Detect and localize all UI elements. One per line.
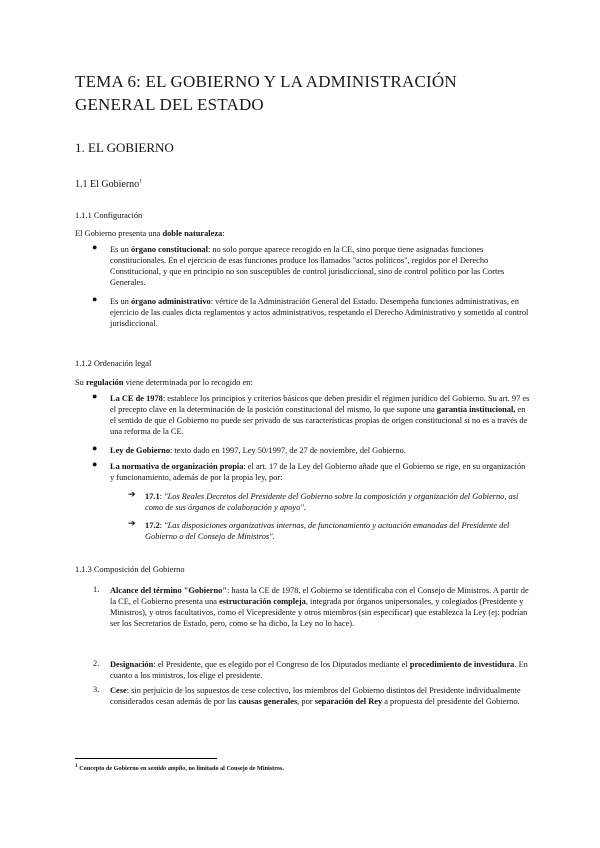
a1-italic: "Los Reales Decretos del Presidente del Gobierno sobre la composición y organización del Gobierno, así como de sus órganos de colaboración y apoyo". [145, 492, 519, 512]
a1-colon: : [159, 492, 165, 501]
a2-colon: : [159, 521, 165, 530]
n1-rest: , integrada por órganos unipersonales, y colegiados (Presidente y Ministros), y otros facultativos, como el Vicepresidente y otros miembros (sin especificar) que establezca la Ley (ej: podrían ser los Secretarios de Estado, pero, como se ha dicho, la Ley no lo hace). [110, 597, 528, 628]
footnote-rest: , no limitado al Consejo de Ministros. [185, 765, 284, 772]
articulo-17-1 [145, 491, 530, 513]
b2-rest: : vértice de la Administración General del Estado. Desempeña funciones administrativas, en ejercicio de las cuales dicta reglamentos y actos administrativos, respetando el Derecho Administrativo y sometido al control jurisdiccional. [110, 297, 529, 328]
b2-pre: Es un [110, 297, 131, 306]
footnote-separator [75, 758, 217, 759]
intro-rest: viene determinada por lo recogido en: [123, 378, 253, 387]
b3-rest: : el art. 17 de la Ley del Gobierno añade que el Gobierno se rige, en su organización y funcionamiento, además de por la propia ley, por: [110, 462, 526, 482]
intro-text: Su [75, 378, 86, 387]
ordenacion-bullet-1 [110, 393, 530, 437]
b1-pre: Es un [110, 245, 131, 254]
n3-rest: a propuesta del presidente del Gobierno. [382, 697, 520, 706]
intro-colon: : [222, 229, 225, 238]
n1-bold: Alcance del término "Gobierno" [110, 586, 227, 595]
configuracion-intro [75, 228, 225, 239]
b1-mid: : establece los principios y criterios básicos que deben presidir el régimen jurídico del Gobierno. Su art. 97 es el precepto clave en la determinación de la posición constitucional del mismo, lo que supone una [110, 394, 530, 414]
intro-bold: regulación [85, 378, 124, 387]
ordenacion-bullet-3 [110, 461, 530, 483]
b2-bold: Ley de Gobierno [110, 446, 171, 455]
a1-bold: 17.1 [145, 492, 160, 501]
bullet-icon: ● [92, 443, 98, 453]
intro-bold: doble naturaleza [162, 229, 223, 238]
bullet-icon: ● [92, 294, 98, 304]
n2-bold2: procedimiento de investidura [409, 660, 515, 669]
section-heading-1-1-text: 1.1 El Gobierno [75, 179, 140, 190]
bullet-icon: ● [92, 242, 98, 252]
composicion-item-1 [110, 585, 530, 629]
arrow-right-icon: ➔ [128, 489, 136, 499]
n2-bold: Designación [110, 660, 154, 669]
section-heading-1: 1. EL GOBIERNO [75, 140, 174, 155]
section-heading-1-1-2: 1.1.2 Ordenación legal [75, 359, 152, 368]
footnote-italic: sentido amplio [148, 765, 186, 772]
page-title-line-2: GENERAL DEL ESTADO [75, 95, 264, 114]
b2-bold: órgano administrativo [130, 297, 211, 306]
bullet-icon: ● [92, 459, 98, 469]
bullet-icon: ● [92, 391, 98, 401]
list-number: 1. [93, 585, 100, 594]
n2-mid: : el Presidente, que es elegido por el Congreso de los Diputados mediante el [153, 660, 410, 669]
arrow-right-icon: ➔ [128, 518, 136, 528]
articulo-17-2 [145, 520, 530, 542]
b1-rest: : no solo porque aparece recogido en la CE, sino porque tiene asignadas funciones constitucionales. En el ejercicio de esas funciones produce los llamados "actos políticos", regidos por el Derecho Constitucional, y que en principio no son susceptibles de control jurisdiccional, sino de control político por las Cortes Generales. [110, 245, 505, 287]
n1-mid: : hasta la CE de 1978, el Gobierno se identificaba con el Consejo de Ministros. A partir de la CE, el Gobierno presenta una [110, 586, 529, 606]
a2-bold: 17.2 [145, 521, 160, 530]
n2-rest: . En cuanto a los ministros, los elige el presidente. [110, 660, 528, 680]
footnote-reference: 1 [139, 178, 142, 185]
composicion-item-2 [110, 659, 530, 681]
n3-mid2: , por [297, 697, 315, 706]
n1-bold2: estructuración compleja [219, 597, 306, 606]
n3-bold: Cese [110, 686, 127, 695]
configuracion-bullet-2 [110, 296, 530, 329]
b1-rest: en el sentido de que el Gobierno no puede ser privado de sus características propias de origen constitucional si no es a través de una reforma de la CE. [110, 405, 528, 436]
b3-bold: La normativa de organización propia [110, 462, 244, 471]
n3-bold3: separación del Rey [314, 697, 383, 706]
a2-italic: "Las disposiciones organizativas internas, de funcionamiento y actuación emanadas del Presidente del Gobierno o del Consejo de Ministros". [145, 521, 510, 541]
ordenacion-bullet-2 [110, 445, 530, 456]
section-heading-1-1 [75, 179, 142, 190]
b2-rest: : texto dado en 1997, Ley 50/1997, de 27 de noviembre, del Gobierno. [170, 446, 406, 455]
list-number: 2. [93, 659, 100, 668]
section-heading-1-1-3: 1.1.3 Composición del Gobierno [75, 565, 185, 574]
footnote-pre: Concepto de Gobierno en [77, 765, 149, 772]
ordenacion-intro [75, 377, 253, 388]
footnote [75, 762, 284, 772]
b1-bold2: garantía institucional, [436, 405, 516, 414]
configuracion-bullet-1 [110, 244, 530, 288]
b1-bold: órgano constitucional [130, 245, 208, 254]
n3-mid: : sin perjuicio de los supuestos de cese colectivo, los miembros del Gobierno distintos del Presidente individualmente considerados cesan además de por las [110, 686, 521, 706]
composicion-item-3 [110, 685, 530, 707]
intro-text: El Gobierno presenta una [75, 229, 163, 238]
footnote-mark: 1 [75, 762, 78, 769]
n3-bold2: causas generales [238, 697, 298, 706]
page-title-line-1: TEMA 6: EL GOBIERNO Y LA ADMINISTRACIÓN [75, 72, 457, 91]
b1-bold: La CE de 1978 [110, 394, 163, 403]
list-number: 3. [93, 685, 100, 694]
section-heading-1-1-1: 1.1.1 Configuración [75, 211, 143, 220]
